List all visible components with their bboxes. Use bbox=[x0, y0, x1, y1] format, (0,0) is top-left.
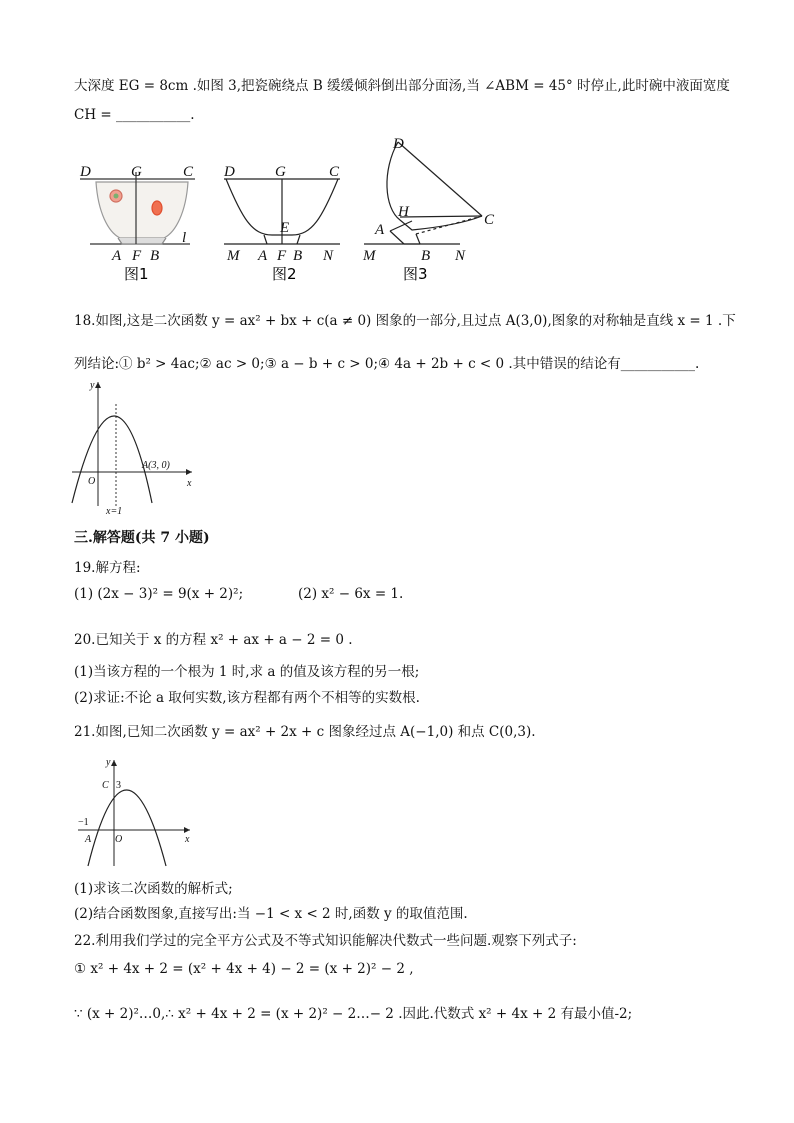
fig1-label-F: F bbox=[132, 248, 142, 264]
q22-line2: ∵ (x + 2)²…0,∴ x² + 4x + 2 = (x + 2)² − 2…− 2 .因此.代数式 x² + 4x + 2 有最小值-2; bbox=[74, 1006, 633, 1022]
point-A-label: A(3, 0) bbox=[142, 460, 170, 471]
fig2-label-G: G bbox=[275, 164, 286, 180]
fig2-caption: 图2 bbox=[272, 265, 297, 283]
q21-part1: (1)求该二次函数的解析式; bbox=[74, 881, 233, 897]
section-title: 三.解答题(共 7 小题) bbox=[74, 530, 210, 546]
fig2-label-C: C bbox=[329, 164, 340, 180]
q21-part2: (2)结合函数图象,直接写出:当 −1 < x < 2 时,函数 y 的取值范围. bbox=[74, 906, 468, 922]
q22-title: 22.利用我们学过的完全平方公式及不等式知识能解决代数式一些问题.观察下列式子: bbox=[74, 933, 577, 949]
label-3: 3 bbox=[116, 780, 121, 791]
q20-part2: (2)求证:不论 a 取何实数,该方程都有两个不相等的实数根. bbox=[74, 690, 420, 706]
q21-title: 21.如图,已知二次函数 y = ax² + 2x + c 图象经过点 A(−1,0) 和点 C(0,3). bbox=[74, 724, 536, 740]
fig2-label-A: A bbox=[258, 248, 268, 264]
fig3-label-A: A bbox=[375, 222, 385, 238]
fig2-label-F: F bbox=[277, 248, 287, 264]
fig2-label-E: E bbox=[280, 220, 290, 236]
q20-part1: (1)当该方程的一个根为 1 时,求 a 的值及该方程的另一根; bbox=[74, 664, 420, 680]
point-A-label: A bbox=[85, 834, 92, 845]
fig1-label-G: G bbox=[131, 164, 142, 180]
fig1-label-D: D bbox=[80, 164, 91, 180]
x-axis-label: x bbox=[187, 478, 192, 489]
q20-title: 20.已知关于 x 的方程 x² + ax + a − 2 = 0 . bbox=[74, 632, 353, 648]
q18-text-line1: 18.如图,这是二次函数 y = ax² + bx + c(a ≠ 0) 图象的一部分,且过点 A(3,0),图象的对称轴是直线 x = 1 .下 bbox=[74, 313, 736, 329]
bowl-figures bbox=[72, 130, 512, 290]
q17-text-line2: CH = ___________. bbox=[74, 107, 195, 123]
fig3-label-B: B bbox=[421, 248, 431, 264]
parabola-curve bbox=[72, 416, 152, 503]
fig3-label-D: D bbox=[393, 136, 404, 152]
fig2-label-M: M bbox=[227, 248, 240, 264]
label-neg1: −1 bbox=[78, 817, 89, 828]
fig3-label-M: M bbox=[363, 248, 376, 264]
fig1-label-B: B bbox=[150, 248, 160, 264]
y-axis-label: y bbox=[90, 380, 95, 391]
q22-line1: ① x² + 4x + 2 = (x² + 4x + 4) − 2 = (x + 2)² − 2 , bbox=[74, 961, 414, 977]
fig2-label-N: N bbox=[323, 248, 334, 264]
fig3-caption: 图3 bbox=[403, 265, 428, 283]
q18-parabola-graph bbox=[68, 374, 208, 516]
figure-1 bbox=[80, 172, 195, 244]
q19-part1: (1) (2x − 3)² = 9(x + 2)²; bbox=[74, 586, 244, 602]
fig1-label-C: C bbox=[183, 164, 194, 180]
y-axis-label: y bbox=[106, 757, 111, 768]
parabola-curve bbox=[88, 790, 166, 866]
fig1-label-l: l bbox=[182, 230, 187, 246]
origin-label: O bbox=[115, 834, 123, 845]
fig3-label-H: H bbox=[398, 204, 409, 220]
fig3-label-N: N bbox=[455, 248, 466, 264]
axis-x1-label: x=1 bbox=[106, 506, 123, 516]
point-C-label: C bbox=[102, 780, 109, 791]
q19-title: 19.解方程: bbox=[74, 560, 141, 576]
q21-parabola-graph bbox=[74, 754, 196, 870]
fig1-label-A: A bbox=[112, 248, 122, 264]
q17-text-line1: 大深度 EG = 8cm .如图 3,把瓷碗绕点 B 缓缓倾斜倒出部分面汤,当 ∠ABM = 45° 时停止,此时碗中液面宽度 bbox=[74, 78, 730, 94]
fig2-label-D: D bbox=[224, 164, 235, 180]
q18-text-line2: 列结论:① b² > 4ac;② ac > 0;③ a − b + c > 0;④ 4a + 2b + c < 0 .其中错误的结论有___________. bbox=[74, 356, 700, 372]
fig1-caption: 图1 bbox=[124, 265, 149, 283]
fig2-label-B: B bbox=[293, 248, 303, 264]
fig3-label-C: C bbox=[484, 212, 495, 228]
x-axis-label: x bbox=[185, 834, 190, 845]
q19-part2: (2) x² − 6x = 1. bbox=[298, 586, 404, 602]
origin-label: O bbox=[88, 476, 96, 487]
